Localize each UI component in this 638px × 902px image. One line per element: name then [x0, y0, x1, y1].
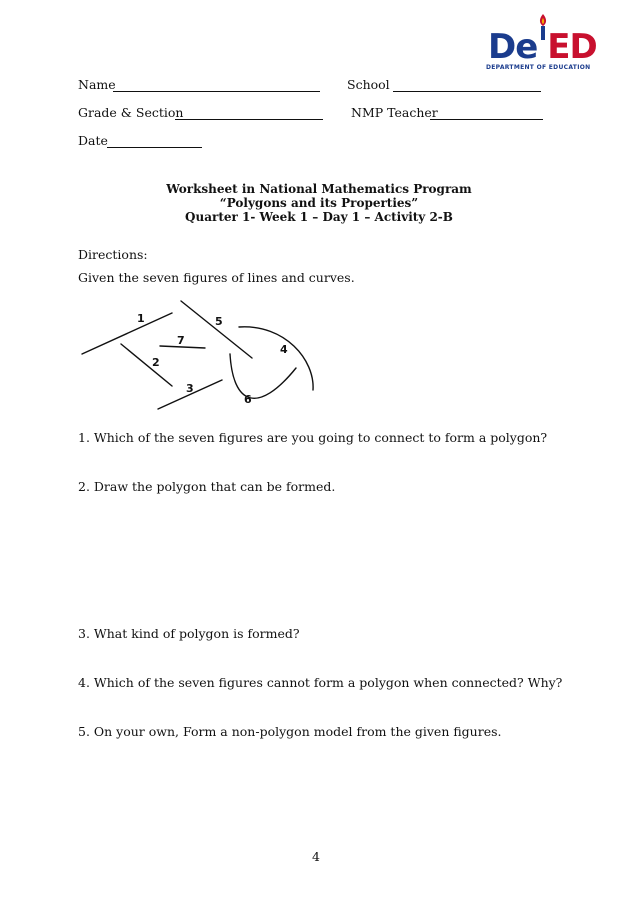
name-label: Name — [78, 77, 116, 92]
school-label: School — [347, 77, 390, 92]
directions-label: Directions: — [78, 247, 148, 262]
worksheet-schedule: Quarter 1- Week 1 – Day 1 – Activity 2-B — [185, 210, 453, 224]
date-label: Date — [78, 133, 108, 148]
grade-section-label: Grade & Section — [78, 105, 184, 120]
figure-4-curve — [239, 327, 313, 390]
figure-label: 2 — [152, 356, 160, 369]
figure-5-line — [181, 301, 252, 358]
figure-label: 4 — [280, 343, 288, 356]
worksheet-title: Worksheet in National Mathematics Program — [166, 182, 472, 196]
figure-label: 3 — [186, 382, 194, 395]
directions-text: Given the seven figures of lines and curves. — [78, 270, 355, 285]
nmp-teacher-label: NMP Teacher — [351, 105, 438, 120]
question-4: 4. Which of the seven figures cannot form a polygon when connected? Why? — [78, 675, 563, 690]
figure-6-curve — [230, 354, 296, 398]
logo-wordmark: De ED — [488, 27, 597, 67]
figure-label: 7 — [177, 334, 185, 347]
figure-label: 1 — [137, 312, 145, 325]
question-1: 1. Which of the seven figures are you going to connect to form a polygon? — [78, 430, 548, 445]
figure-2-line — [121, 344, 172, 386]
figure-label: 5 — [215, 315, 223, 328]
worksheet-topic: “Polygons and its Properties” — [219, 196, 419, 210]
figure-1-line — [82, 313, 172, 354]
question-5: 5. On your own, Form a non-polygon model from the given figures. — [78, 724, 502, 739]
figures-diagram — [0, 0, 638, 440]
logo-subtitle: DEPARTMENT OF EDUCATION — [486, 64, 591, 71]
question-3: 3. What kind of polygon is formed? — [78, 626, 300, 641]
question-2: 2. Draw the polygon that can be formed. — [78, 479, 336, 494]
figure-label: 6 — [244, 393, 252, 406]
page-number: 4 — [312, 849, 320, 864]
